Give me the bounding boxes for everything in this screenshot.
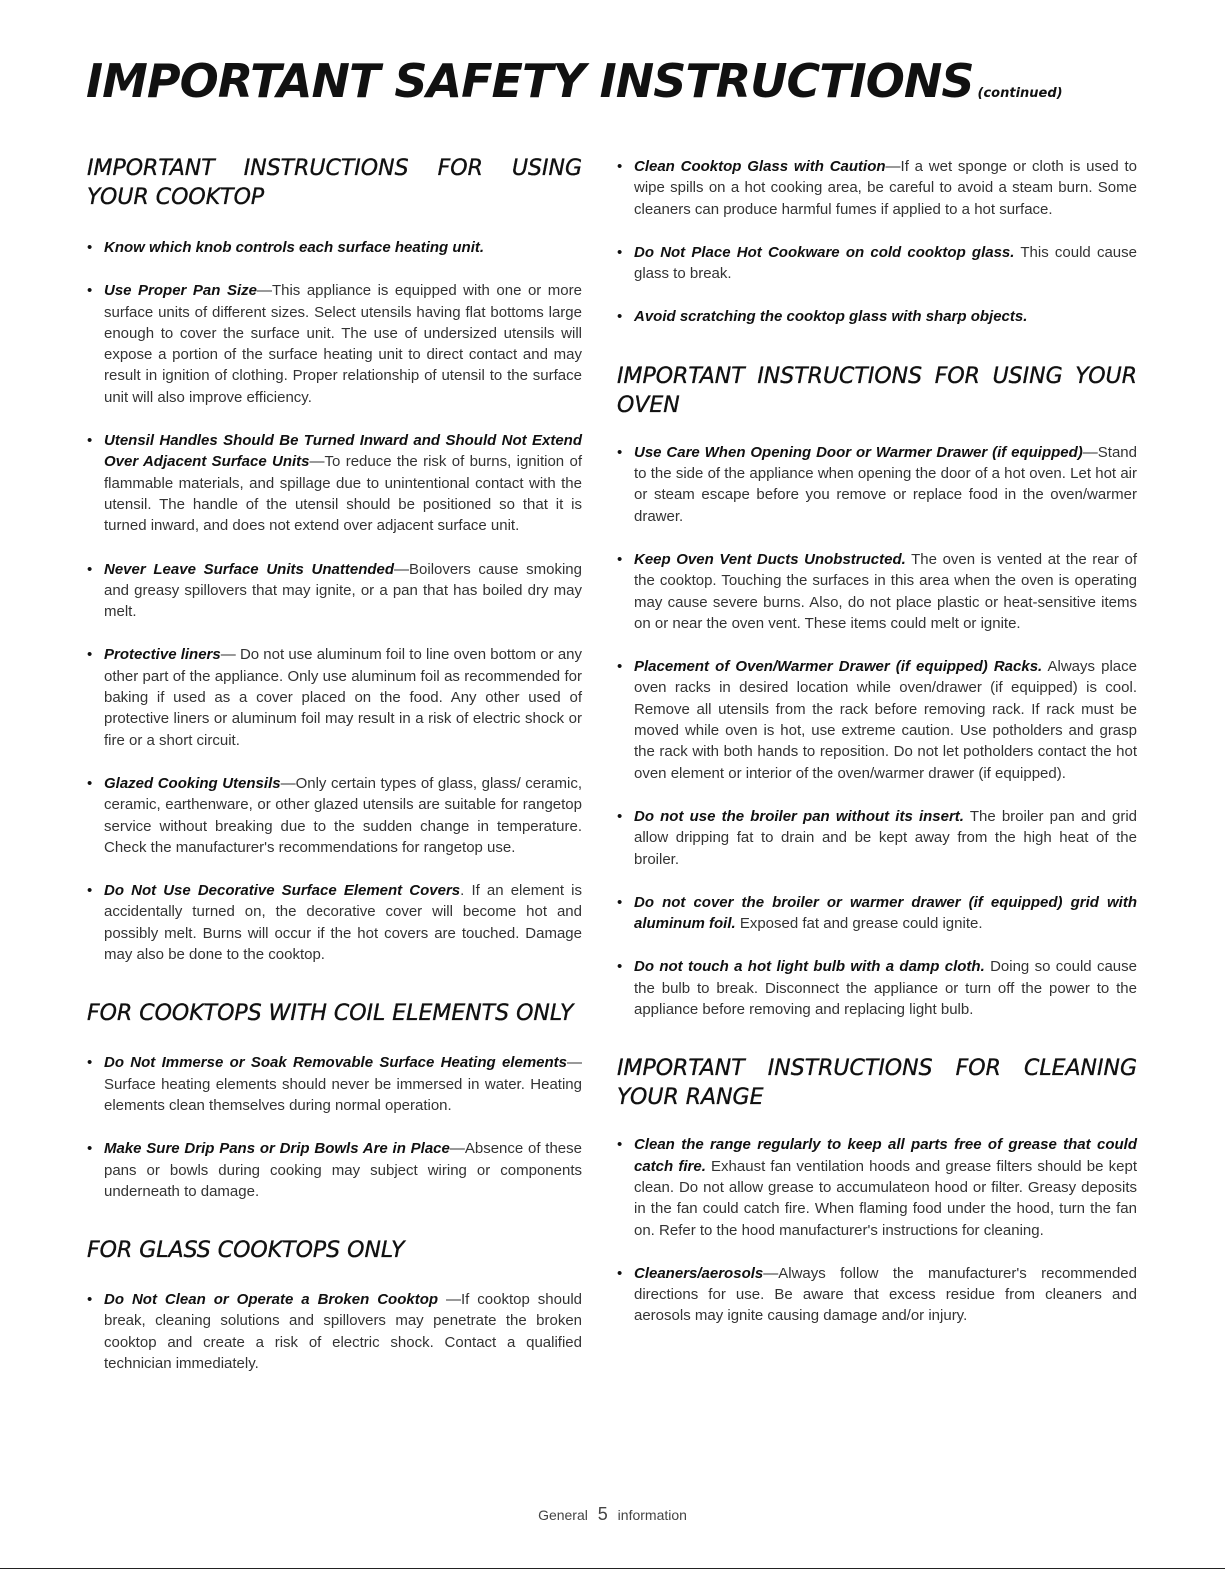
- item-text: —This appliance is equipped with one or more surface units of different sizes. Select utensils having flat bottoms large enough to cover the surface unit. The use of undersized utensils will expose a portion of the surface heating unit to direct contact and may result in ignition of clothing. Proper relationship of utensil to the surface unit will also improve efficiency.: [104, 282, 582, 406]
- list-item: [87, 559, 582, 623]
- item-text: Always place oven racks in desired location while oven/drawer (if equipped) is cool. Remove all utensils from the rack before removing rack. If rack must be moved while oven is hot, use extreme caution. Use potholders and grasp the rack with both hands to reposition. Do not let potholders contact the hot oven element or interior of the oven/warmer drawer (if equipped).: [634, 658, 1137, 782]
- item-text: — Do not use aluminum foil to line oven bottom or any other part of the appliance. Only use aluminum foil as recommended for baking if used as a cover placed on the food. Any other used of protective liners or aluminum foil may result in a risk of electric shock or fire or a short circuit.: [104, 646, 582, 749]
- item-text: —Boilovers cause smoking and greasy spillovers that may ignite, or a pan that has boiled dry may melt.: [104, 560, 582, 621]
- item-lead: Keep Oven Vent Ducts Unobstructed.: [634, 550, 906, 568]
- list-item: [617, 1134, 1137, 1240]
- item-lead: Protective liners: [104, 646, 221, 664]
- item-text: —Stand to the side of the appliance when opening the door of a hot oven. Let hot air or steam escape before you remove or replace food in the oven/warmer drawer.: [634, 443, 1137, 525]
- list-item: [617, 549, 1137, 634]
- section-heading-cleaning: IMPORTANT INSTRUCTIONS FOR CLEANING YOUR RANGE: [617, 1056, 1137, 1111]
- item-lead: Cleaners/aerosols: [634, 1264, 764, 1282]
- list-item: [87, 1138, 582, 1202]
- item-lead: Never Leave Surface Units Unattended: [104, 560, 395, 578]
- item-text: —Absence of these pans or bowls during cooking may subject wiring or components underneath to damage.: [104, 1140, 582, 1200]
- list-item: [87, 430, 582, 536]
- item-lead: Do not touch a hot light bulb with a damp cloth.: [634, 958, 985, 976]
- item-text: Exposed fat and grease could ignite.: [735, 915, 983, 933]
- item-lead: Do Not Clean or Operate a Broken Cooktop: [104, 1291, 439, 1309]
- section-heading-coil: FOR COOKTOPS WITH COIL ELEMENTS ONLY: [87, 1001, 574, 1027]
- item-text: —Always follow the manufacturer's recommended directions for use. Be aware that excess residue from cleaners and aerosols may ignite causing damage and/or injury.: [634, 1264, 1137, 1325]
- cooktop-list: [87, 237, 582, 965]
- item-lead: Placement of Oven/Warmer Drawer (if equipped) Racks.: [634, 658, 1043, 676]
- list-item: [617, 1263, 1137, 1327]
- item-lead: Glazed Cooking Utensils: [104, 774, 281, 792]
- list-item: [617, 156, 1137, 220]
- glass-list: [87, 1289, 582, 1374]
- list-item: [87, 880, 582, 965]
- section-heading-oven: IMPORTANT INSTRUCTIONS FOR USING YOUR OVEN: [617, 363, 1137, 418]
- list-item: [617, 242, 1137, 285]
- item-text: —Only certain types of glass, glass/ ceramic, ceramic, earthenware, or other glazed utensils are suitable for rangetop service without breaking due to the sudden change in temperature. Check the manufacturer's recommendations for rangetop use.: [104, 774, 582, 856]
- left-column: [87, 152, 582, 1374]
- list-item: [87, 644, 582, 750]
- item-lead: Use Proper Pan Size: [104, 282, 257, 300]
- list-item: [87, 237, 582, 258]
- item-lead: Do Not Immerse or Soak Removable Surface Heating elements: [104, 1054, 567, 1072]
- item-text: This could cause glass to break.: [634, 243, 1137, 283]
- item-text: Doing so could cause the bulb to break. Disconnect the appliance or turn off the power to the appliance before removing and replacing light bulb.: [634, 958, 1137, 1019]
- item-lead: Clean Cooktop Glass with Caution: [634, 158, 886, 175]
- item-lead: Know which knob controls each surface heating unit.: [104, 239, 485, 256]
- item-text: —If cooktop should break, cleaning solutions and spillovers may penetrate the broken cooktop and create a risk of electric shock. Contact a qualified technician immediately.: [104, 1291, 583, 1372]
- item-text: The oven is vented at the rear of the cooktop. Touching the surfaces in this area when the oven is operating may cause severe burns. Also, do not place plastic or heat-sensitive items on or near the oven vent. These items could melt or ignite.: [634, 550, 1138, 632]
- bottom-divider: [0, 1568, 1225, 1569]
- item-lead: Do Not Use Decorative Surface Element Covers: [104, 882, 461, 900]
- list-item: [87, 1052, 582, 1116]
- item-text: The broiler pan and grid allow dripping fat to drain and be kept away from the high heat of the broiler.: [634, 807, 1137, 868]
- page-title-text: IMPORTANT SAFETY INSTRUCTIONS: [86, 54, 974, 108]
- page-footer: [0, 1504, 1225, 1525]
- section-heading-cooktop: IMPORTANT INSTRUCTIONS FOR USING YOUR COOKTOP: [87, 156, 582, 210]
- list-item: [617, 892, 1137, 935]
- list-item: [87, 1289, 582, 1374]
- right-column: [617, 152, 1137, 1327]
- item-text: —If a wet sponge or cloth is used to wipe spills on a hot cooking area, be careful to avoid a steam burn. Some cleaners can produce harmful fumes if applied to a hot surface.: [634, 158, 1137, 218]
- page-title-suffix: (continued): [977, 86, 1063, 101]
- list-item: [617, 956, 1137, 1020]
- list-item: [617, 442, 1137, 527]
- page-title: [86, 54, 1063, 108]
- footer-left-word: General: [538, 1507, 588, 1523]
- cleaning-list: [617, 1134, 1137, 1326]
- list-item: [617, 806, 1137, 870]
- item-text: — Surface heating elements should never be immersed in water. Heating elements clean themselves during normal operation.: [104, 1054, 582, 1114]
- footer-right-word: information: [617, 1507, 687, 1523]
- item-lead: Avoid scratching the cooktop glass with sharp objects.: [634, 308, 1028, 326]
- coil-list: [87, 1052, 582, 1202]
- item-text: —To reduce the risk of burns, ignition of flammable materials, and spillage due to unintentional contact with the utensil. The handle of the utensil should be positioned so that it is turned inward, and does not extend over adjacent surface unit.: [104, 453, 582, 535]
- section-heading-glass: FOR GLASS COOKTOPS ONLY: [87, 1238, 405, 1264]
- item-text: . If an element is accidentally turned on, the decorative cover will become hot and possibly melt. Burns will occur if the hot covers are touched. Damage may also be done to the cooktop.: [104, 882, 583, 964]
- list-item: [87, 773, 582, 858]
- page-number: 5: [597, 1504, 608, 1524]
- item-lead: Do Not Place Hot Cookware on cold cooktop glass.: [634, 243, 1015, 261]
- item-lead: Clean the range regularly to keep all parts free of grease that could catch fire.: [634, 1136, 1137, 1175]
- item-text: Exhaust fan ventilation hoods and grease filters should be kept clean. Do not allow grease to accumulateon hood or filter. Greasy deposits in the fan could catch fire. When flaming food under the hood, turn the fan on. Refer to the hood manufacturer's instructions for cleaning.: [634, 1157, 1137, 1239]
- item-lead: Make Sure Drip Pans or Drip Bowls Are in Place: [104, 1140, 450, 1158]
- list-item: [617, 306, 1137, 327]
- list-item: [617, 656, 1137, 784]
- glass-continued-list: [617, 156, 1137, 328]
- item-lead: Utensil Handles Should Be Turned Inward and Should Not Extend Over Adjacent Surface Units: [104, 432, 582, 471]
- item-lead: Do not cover the broiler or warmer drawer (if equipped) grid with aluminum foil.: [634, 893, 1137, 933]
- oven-list: [617, 442, 1137, 1021]
- list-item: [87, 280, 582, 408]
- item-lead: Use Care When Opening Door or Warmer Drawer (if equipped): [634, 443, 1083, 461]
- item-lead: Do not use the broiler pan without its insert.: [634, 807, 964, 825]
